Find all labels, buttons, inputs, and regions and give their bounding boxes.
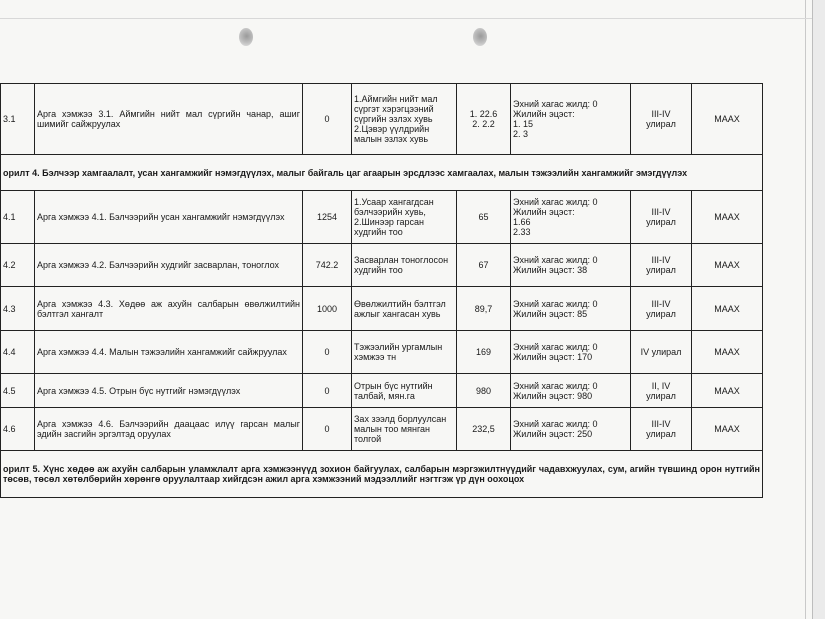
indicator-text-line: Өвөлжилтийн бэлтгэл ажлыг хангасан хувь [354,298,446,319]
target-value [457,374,511,408]
target-value [457,191,511,244]
period-text-line: улирал [646,119,676,129]
indicator-text [352,191,457,244]
baseline-value: 0 [303,408,352,451]
indicator-text-line: 1.Усаар хангагдсан бэлчээрийн хувь, [354,197,434,217]
indicator-text [352,331,457,374]
action-plan-table [0,83,763,498]
responsible-org: МААХ [692,84,763,155]
result-text [511,374,631,408]
action-description: Арга хэмжээ 3.1. Аймгийн нийт мал сүргийн чанар, ашиг шимийг сайжруулах [35,84,303,155]
result-text-line: Эхний хагас жилд: 0 [513,380,598,391]
result-text-line: Жилийн эцэст: 170 [513,352,593,362]
indicator-text-line: Отрын бүс нутгийн талбай, мян.га [354,380,433,401]
row-number: 4.1 [1,191,35,244]
period-text-line: III-IV [651,255,671,265]
baseline-value: 1000 [303,287,352,331]
result-text [511,244,631,287]
table-row [1,287,763,331]
target-value [457,287,511,331]
target-value-line: 89,7 [474,303,493,314]
table-row [1,244,763,287]
goal-heading: орилт 5. Хүнс хөдөө аж ахуйн салбарын уламжлалт арга хэмжээнүүд зохион байгуулах, салбарын мэргэжилтнүүдийг чадавхжуулах, сум, агийн түвшинд орон нутгийн төсөв, төсөл хөтөлбөрийн хөрөнгө оруулалтаар хийгдсэн ажил арга хэмжээний мэдээллийг нэгтгэж үр дүн оохоцох [1,451,763,498]
target-value [457,244,511,287]
target-value-line: 2. 2.2 [472,119,495,129]
result-text-line: Эхний хагас жилд: 0 [513,197,598,207]
target-value-line: 1. 22.6 [469,109,498,119]
result-text [511,84,631,155]
indicator-text-line: Тэжээлийн ургамлын хэмжээ тн [354,342,443,362]
result-text-line: Эхний хагас жилд: 0 [513,255,598,265]
table-row [1,331,763,374]
goal-row [1,155,763,191]
table-row [1,374,763,408]
period-text-line: улирал [646,265,676,275]
period-text-line: III-IV [651,419,671,429]
row-number: 4.6 [1,408,35,451]
result-text-line: Эхний хагас жилд: 0 [513,298,598,309]
goal-row [1,451,763,498]
period-text-line: улирал [646,429,676,439]
indicator-text-line: Зах зээлд борлуулсан малын тоо мянган толгой [354,414,447,444]
punch-hole [239,28,253,46]
baseline-value: 0 [303,84,352,155]
period-text-line: улирал [646,390,676,401]
target-value-line: 980 [475,385,492,396]
target-value [457,331,511,374]
baseline-value: 0 [303,374,352,408]
table-row [1,408,763,451]
period-text-line: III-IV [651,109,671,119]
responsible-org: МААХ [692,331,763,374]
row-number: 4.5 [1,374,35,408]
action-description: Арга хэмжээ 4.3. Хөдөө аж ахуйн салбарын өвөлжилтийн бэлтгэл хангалт [35,287,303,331]
period-text [631,287,692,331]
row-number: 4.4 [1,331,35,374]
indicator-text-line: 2.Цэвэр үүлдрийн малын эзлэх хувь [354,124,430,144]
indicator-text-line: Засварлан тоноглосон худгийн тоо [354,255,449,275]
period-text-line: II, IV [651,380,671,391]
punch-hole [473,28,487,46]
result-text-line: 1. 15 [513,119,534,129]
indicator-text [352,244,457,287]
result-text-line: Эхний хагас жилд: 0 [513,419,598,429]
result-text-line: Эхний хагас жилд: 0 [513,99,598,109]
period-text [631,244,692,287]
row-number: 3.1 [1,84,35,155]
responsible-org: МААХ [692,408,763,451]
result-text-line: Жилийн эцэст: [513,109,575,119]
action-description: Арга хэмжээ 4.6. Бэлчээрийн даацаас илүү гарсан малыг эдийн засгийн эргэлтэд оруулах [35,408,303,451]
period-text [631,331,692,374]
period-text [631,84,692,155]
period-text [631,191,692,244]
indicator-text [352,287,457,331]
result-text-line: 1.66 [513,217,531,227]
responsible-org: МААХ [692,287,763,331]
result-text-line: Жилийн эцэст: 250 [513,429,593,439]
responsible-org: МААХ [692,244,763,287]
result-text [511,191,631,244]
period-text-line: улирал [646,308,676,319]
responsible-org: МААХ [692,191,763,244]
indicator-text [352,84,457,155]
period-text-line: улирал [646,217,676,227]
action-description: Арга хэмжээ 4.4. Малын тэжээлийн хангамжийг сайжруулах [35,331,303,374]
target-value-line: 232,5 [472,424,495,434]
result-text [511,408,631,451]
indicator-text-line: 2.Шинээр гарсан худгийн тоо [354,217,425,237]
period-text-line: IV улирал [640,347,682,357]
table-row [1,84,763,155]
target-value-line: 67 [478,260,489,270]
indicator-text-line: 1.Аймгийн нийт мал сүргэт хэрэгцээний сүргийн эзлэх хувь [354,94,438,124]
result-text-line: Эхний хагас жилд: 0 [513,342,598,352]
action-description: Арга хэмжээ 4.2. Бэлчээрийн худгийг засварлан, тоноглох [35,244,303,287]
indicator-text [352,374,457,408]
goal-heading: орилт 4. Бэлчээр хамгаалалт, усан хангамжийг нэмэгдүүлэх, малыг байгаль цаг агаарын эрсдлээс хамгаалах, малын тэжээлийн хангамжийг эмэгдүүлэх [1,155,763,191]
result-text-line: Жилийн эцэст: 85 [513,308,588,319]
indicator-text [352,408,457,451]
period-text-line: III-IV [651,207,671,217]
result-text-line: Жилийн эцэст: 980 [513,390,593,401]
action-description: Арга хэмжээ 4.5. Отрын бүс нутгийг нэмэгдүүлэх [35,374,303,408]
baseline-value: 1254 [303,191,352,244]
target-value-line: 65 [478,212,489,222]
target-value [457,84,511,155]
table-row [1,191,763,244]
baseline-value: 742.2 [303,244,352,287]
result-text-line: Жилийн эцэст: [513,207,575,217]
result-text [511,331,631,374]
result-text-line: 2. 3 [513,129,529,139]
period-text [631,408,692,451]
row-number: 4.3 [1,287,35,331]
period-text-line: III-IV [651,298,671,309]
result-text-line: 2.33 [513,227,531,237]
period-text [631,374,692,408]
target-value-line: 169 [475,347,492,357]
page-edge-line [805,0,806,619]
target-value [457,408,511,451]
result-text-line: Жилийн эцэст: 38 [513,265,588,275]
row-number: 4.2 [1,244,35,287]
baseline-value: 0 [303,331,352,374]
action-description: Арга хэмжээ 4.1. Бэлчээрийн усан хангамжийг нэмэгдүүлэх [35,191,303,244]
page-top-line [0,18,812,19]
responsible-org: МААХ [692,374,763,408]
result-text [511,287,631,331]
